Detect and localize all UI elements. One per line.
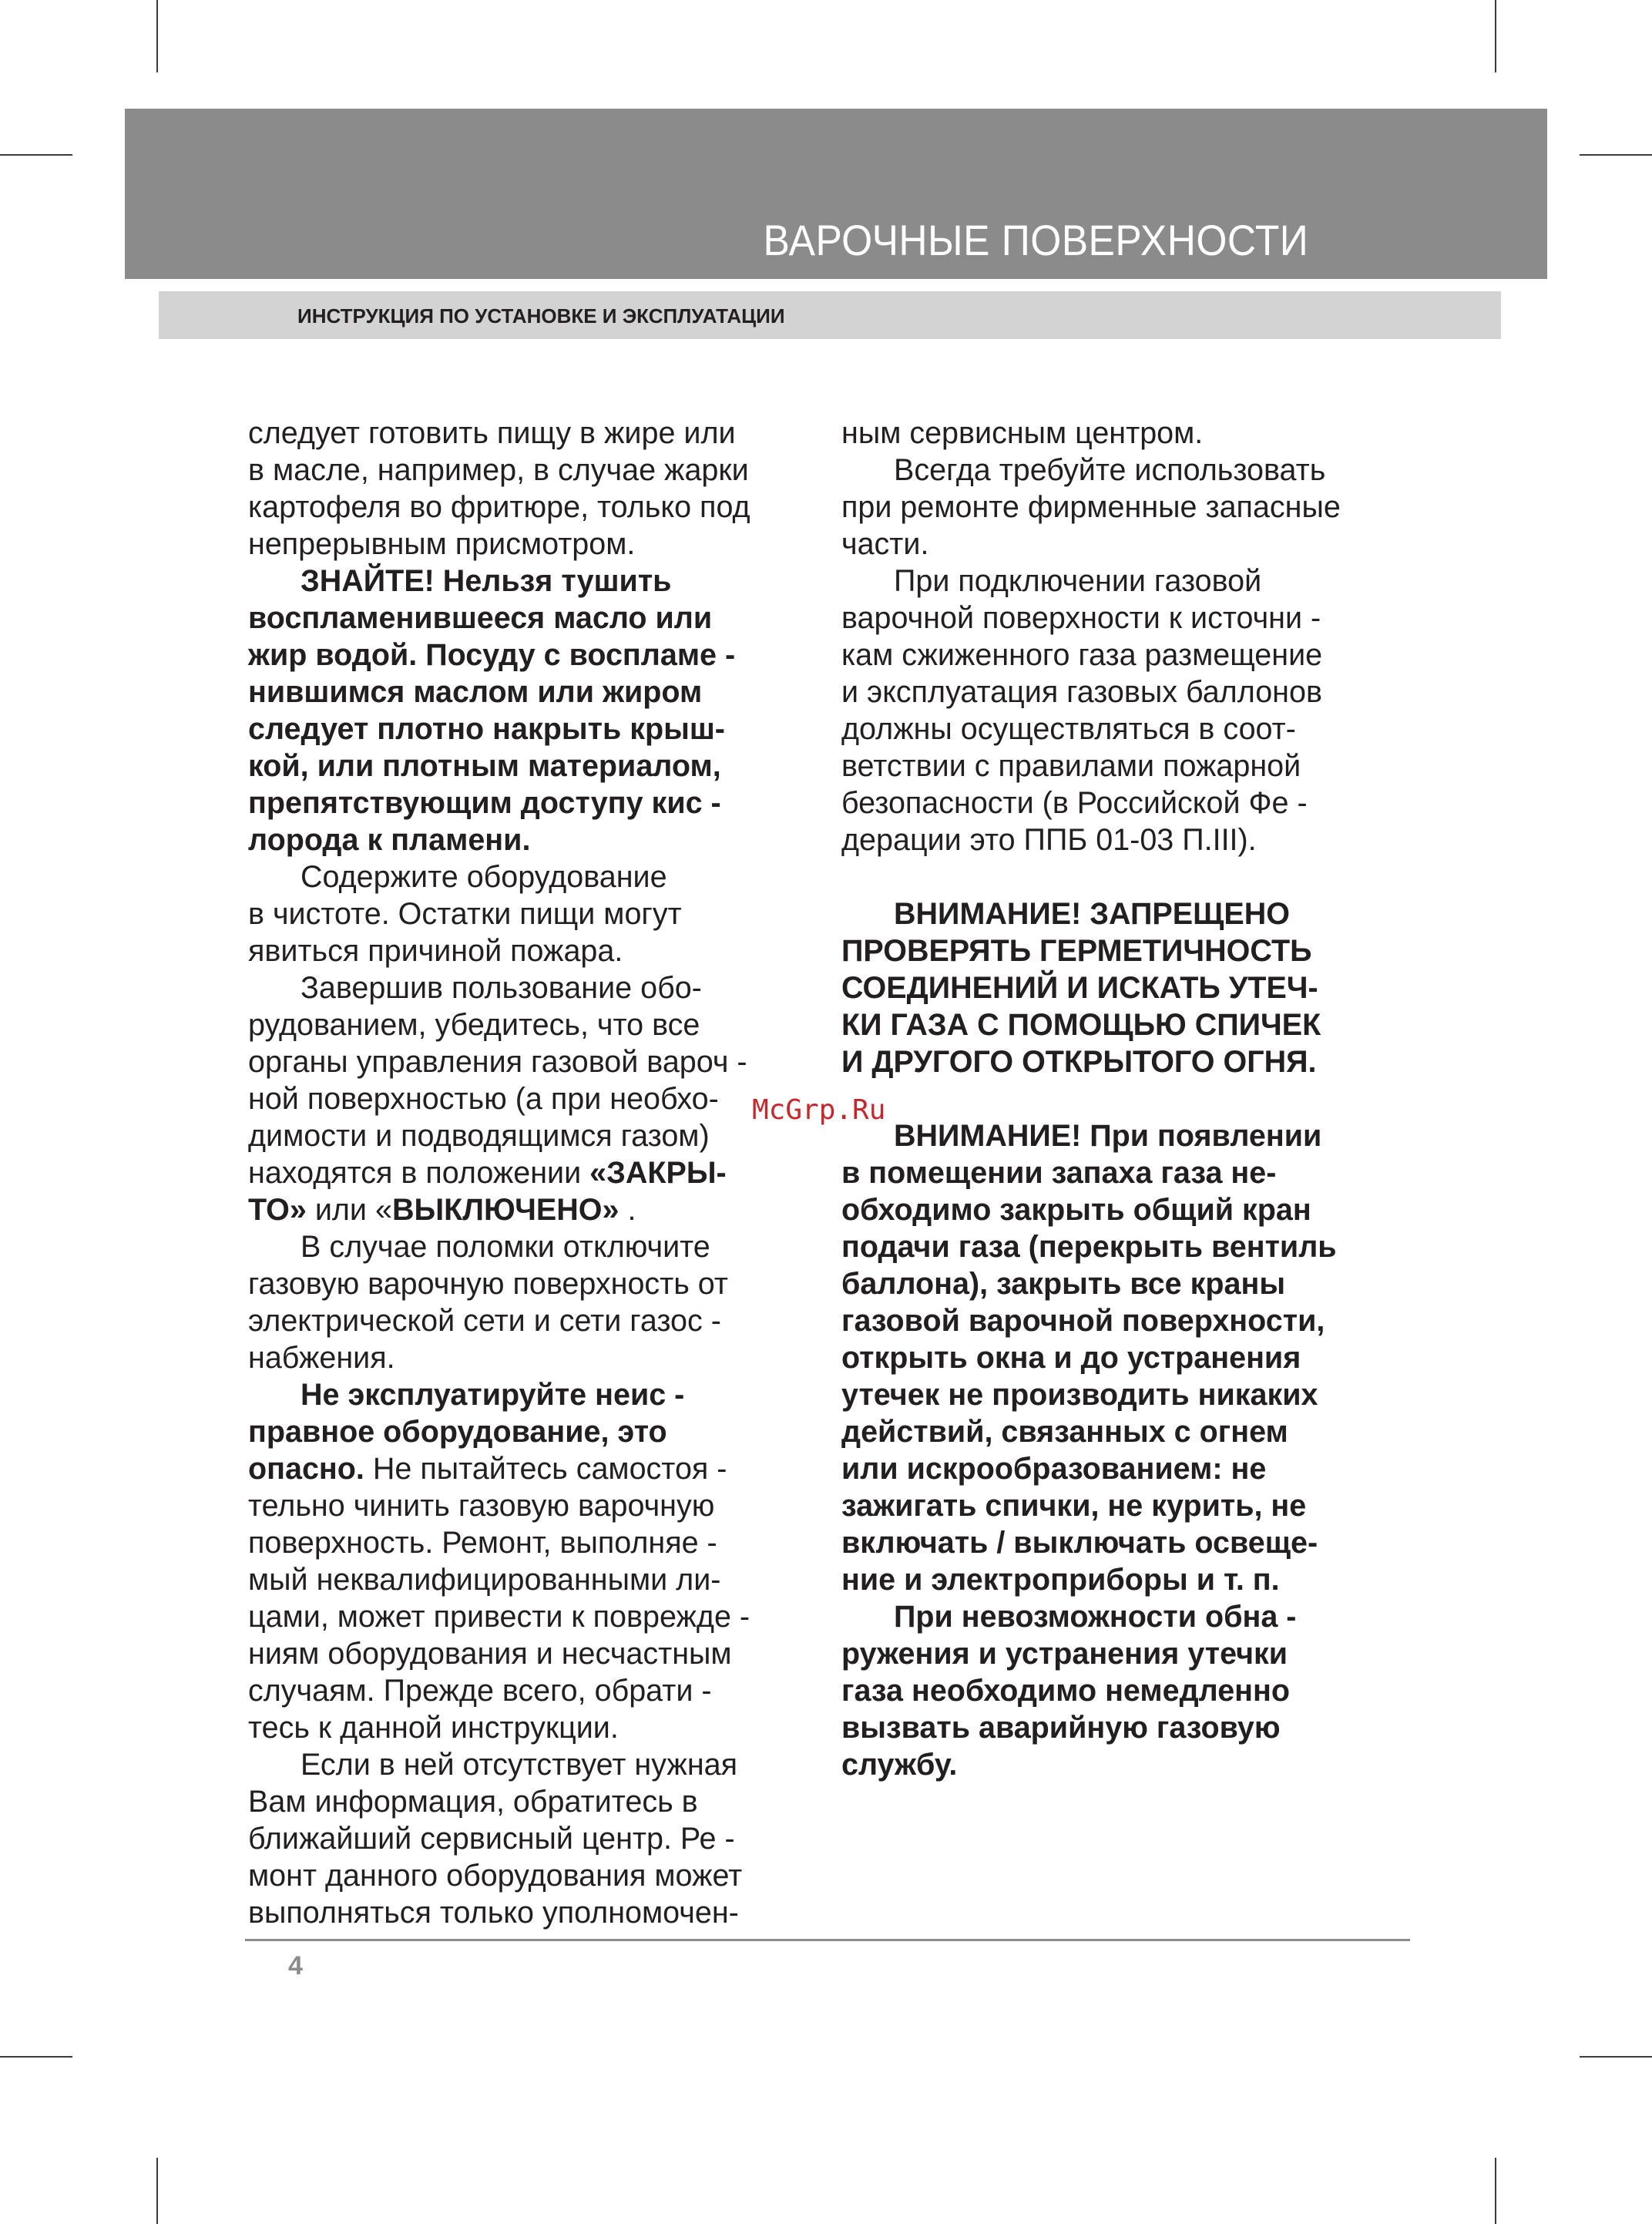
text-line: ЗНАЙТЕ! Нельзя тушить xyxy=(301,564,672,598)
text-line: варочной поверхности к источни - xyxy=(841,601,1321,635)
text-line: ниям оборудования и несчастным xyxy=(248,1637,732,1671)
warning-line: газа необходимо немедленно xyxy=(841,1674,1291,1708)
text-line: поверхность. Ремонт, выполняе - xyxy=(248,1526,717,1560)
text-line: монт данного оборудования может xyxy=(248,1859,743,1893)
text-line: газовую варочную поверхность от xyxy=(248,1267,728,1301)
text-line: в чистоте. Остатки пищи могут xyxy=(248,897,682,931)
warning-line: ние и электроприборы и т. п. xyxy=(841,1563,1280,1597)
warning-line: вызвать аварийную газовую xyxy=(841,1711,1281,1745)
text-line: части. xyxy=(841,527,929,561)
right-column xyxy=(841,415,1341,1783)
text-line: ветствии с правилами пожарной xyxy=(841,749,1301,783)
subheader-bar xyxy=(159,291,1501,339)
warning-line: обходимо закрыть общий кран xyxy=(841,1193,1311,1227)
text-line: следует плотно накрыть крыш- xyxy=(248,712,725,746)
text-line: ближайший сервисный центр. Ре - xyxy=(248,1822,735,1856)
text-run: ВЫКЛЮЧЕНО» xyxy=(391,1193,620,1227)
text-line: Не эксплуатируйте неис - xyxy=(301,1378,685,1412)
footer-divider xyxy=(245,1939,1410,1941)
warning-line: утечек не производить никаких xyxy=(841,1378,1318,1412)
crop-mark xyxy=(0,154,72,156)
crop-mark xyxy=(156,2158,158,2224)
text-run: находятся в положении xyxy=(248,1156,590,1190)
warning-line: ВНИМАНИЕ! ЗАПРЕЩЕНО xyxy=(894,897,1290,931)
text-run: ТО» xyxy=(248,1193,307,1227)
warning-line: действий, связанных с огнем xyxy=(841,1415,1288,1449)
crop-mark xyxy=(1580,2056,1652,2058)
text-line: случаям. Прежде всего, обрати - xyxy=(248,1674,712,1708)
text-line: При подключении газовой xyxy=(894,564,1262,598)
warning-line: службу. xyxy=(841,1748,958,1782)
text-line: Завершив пользование обо- xyxy=(301,971,702,1005)
text-line xyxy=(248,1191,750,1228)
warning-line: зажигать спички, не курить, не xyxy=(841,1489,1307,1523)
text-line: картофеля во фритюре, только под xyxy=(248,490,750,524)
paragraph-gap xyxy=(841,858,1341,895)
warning-line: баллона), закрыть все краны xyxy=(841,1267,1286,1301)
text-line: должны осуществляться в соот- xyxy=(841,712,1296,746)
text-line: цами, может привести к поврежде - xyxy=(248,1600,750,1634)
text-line: препятствующим доступу кис - xyxy=(248,786,721,820)
text-line: жир водой. Посуду с воспламе - xyxy=(248,638,736,672)
text-run: «ЗАКРЫ- xyxy=(589,1156,727,1190)
left-column xyxy=(248,415,750,1931)
text-line: димости и подводящимся газом) xyxy=(248,1119,710,1153)
text-line: тельно чинить газовую варочную xyxy=(248,1489,715,1523)
text-run: . xyxy=(619,1193,636,1227)
paragraph-gap xyxy=(841,1080,1341,1117)
text-line: органы управления газовой вароч - xyxy=(248,1045,747,1079)
text-line: в масле, например, в случае жарки xyxy=(248,453,749,487)
text-line: следует готовить пищу в жире или xyxy=(248,416,736,450)
text-line: мый неквалифицированными ли- xyxy=(248,1563,721,1597)
text-run: Не пытайтесь самостоя - xyxy=(364,1452,727,1486)
text-line: тесь к данной инструкции. xyxy=(248,1711,619,1745)
text-line: набжения. xyxy=(248,1341,395,1375)
warning-line: При невозможности обна - xyxy=(894,1600,1297,1634)
warning-line: или искрообразованием: не xyxy=(841,1452,1267,1486)
warning-line: ВНИМАНИЕ! При появлении xyxy=(894,1119,1322,1153)
text-line: Содержите оборудование xyxy=(301,860,667,894)
text-line: рудованием, убедитесь, что все xyxy=(248,1008,700,1042)
header-banner xyxy=(125,109,1547,279)
text-run: или « xyxy=(306,1193,392,1227)
watermark: McGrp.Ru xyxy=(752,1094,886,1126)
text-line: при ремонте фирменные запасные xyxy=(841,490,1341,524)
text-line: явиться причиной пожара. xyxy=(248,934,623,968)
text-line: нившимся маслом или жиром xyxy=(248,675,703,709)
text-line: ным сервисным центром. xyxy=(841,416,1204,450)
text-line: непрерывным присмотром. xyxy=(248,527,636,561)
warning-line: СОЕДИНЕНИЙ И ИСКАТЬ УТЕЧ- xyxy=(841,971,1318,1005)
text-line: и эксплуатация газовых баллонов xyxy=(841,675,1322,709)
text-line: электрической сети и сети газос - xyxy=(248,1304,721,1338)
text-line xyxy=(248,1450,750,1487)
text-line: В случае поломки отключите xyxy=(301,1230,710,1264)
text-line: воспламенившееся масло или xyxy=(248,601,713,635)
text-line: кой, или плотным материалом, xyxy=(248,749,721,783)
text-line: кам сжиженного газа размещение xyxy=(841,638,1323,672)
text-line xyxy=(248,1154,750,1191)
subheader-text: ИНСТРУКЦИЯ ПО УСТАНОВКЕ И ЭКСПЛУАТАЦИИ xyxy=(297,304,785,328)
text-line: лорода к пламени. xyxy=(248,823,531,857)
crop-mark xyxy=(0,2056,72,2058)
warning-line: газовой варочной поверхности, xyxy=(841,1304,1325,1338)
text-line: безопасности (в Российской Фе - xyxy=(841,786,1308,820)
text-line: Всегда требуйте использовать xyxy=(894,453,1326,487)
warning-line: ПРОВЕРЯТЬ ГЕРМЕТИЧНОСТЬ xyxy=(841,934,1312,968)
crop-mark xyxy=(156,0,158,72)
text-line: правное оборудование, это xyxy=(248,1415,667,1449)
text-line: выполняться только уполномочен- xyxy=(248,1896,739,1930)
text-line: дерации это ППБ 01-03 П.III). xyxy=(841,823,1257,857)
warning-line: ружения и устранения утечки xyxy=(841,1637,1288,1671)
text-line: ной поверхностью (а при необхо- xyxy=(248,1082,719,1116)
warning-line: И ДРУГОГО ОТКРЫТОГО ОГНЯ. xyxy=(841,1045,1317,1079)
warning-line: в помещении запаха газа не- xyxy=(841,1156,1277,1190)
crop-mark xyxy=(1495,0,1496,72)
crop-mark xyxy=(1495,2158,1496,2224)
warning-line: КИ ГАЗА С ПОМОЩЬЮ СПИЧЕК xyxy=(841,1008,1321,1042)
text-line: Если в ней отсутствует нужная xyxy=(301,1748,738,1782)
page-number: 4 xyxy=(288,1951,303,1980)
warning-line: включать / выключать освеще- xyxy=(841,1526,1318,1560)
page-title: ВАРОЧНЫЕ ПОВЕРХНОСТИ xyxy=(763,216,1308,264)
warning-line: подачи газа (перекрыть вентиль xyxy=(841,1230,1337,1264)
text-line: Вам информация, обратитесь в xyxy=(248,1785,698,1819)
text-run: опасно. xyxy=(248,1452,364,1486)
warning-line: открыть окна и до устранения xyxy=(841,1341,1301,1375)
crop-mark xyxy=(1580,154,1652,156)
